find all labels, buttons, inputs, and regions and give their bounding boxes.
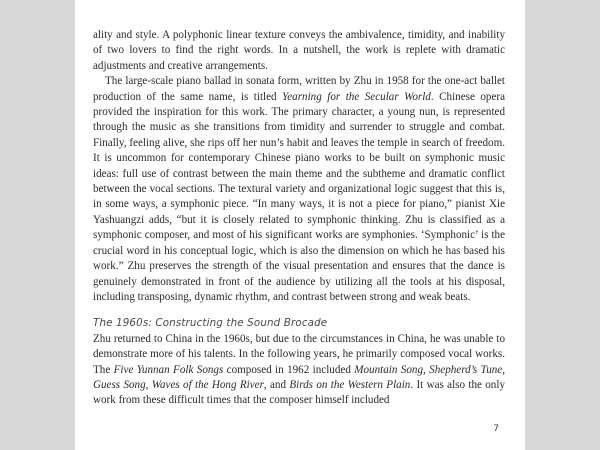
paragraph-2-text-b: . Chinese opera provided the inspiration for this work. The primary character, a young nun, is represented through the music as she transitions from timidity and surrender to struggle and combat. Finally, feeling alive, she rips off her nun’s habit and leaves the temple in search of freedom. It is uncommon for contemporary Chinese piano works to be built on symphonic music ideas: full use of contrast between the main theme and the subtheme and dramatic conflict between the vocal sections. The textural variety and organizational logic suggest that this is, in some ways, a symphonic piece. “In many ways, it is not a piece for piano,” pianist Xie Yashuangzi adds, “but it is closely related to symphonic thinking. Zhu is classified as a symphonic composer, and most of his significant works are symphonies. ‘Symphonic’ is the crucial word in his conceptual logic, which is also the dimension on which he has based his work.” Zhu preserves the strength of the visual presentation and ensures that the dance is genuinely demonstrated in front of the audience by utilizing all the tools at his disposal, including transposing, dynamic rhythm, and contrast between strong and weak beats.	[93, 90, 505, 303]
work-title-waves-hong-river: Waves of the Hong River	[151, 378, 264, 391]
work-title-yearning: Yearning for the Secular World	[282, 90, 431, 103]
paragraph-3-text-1: Zhu returned to China in the 1960s, but due to the circumstances in China, he was unable to demonstrate more of his talents. In the following years, he primarily composed vocal works. The	[93, 332, 505, 376]
page-number: 7	[493, 424, 499, 434]
work-title-birds-western-plain: Birds on the Western Plain	[289, 378, 411, 391]
paragraph-3-text-5: ,	[145, 378, 152, 391]
paragraph-2	[93, 74, 505, 305]
work-title-mountain-song: Mountain Song	[354, 363, 423, 376]
paragraph-1: ality and style. A polyphonic linear texture conveys the ambivalence, timidity, and inability of two lovers to find the right words. In a nutshell, the work is replete with dramatic adjustments and creative arrangements.	[93, 29, 505, 72]
paragraph-2-text-a: The large-scale piano ballad in sonata form, written by Zhu in 1958 for the one-act ballet production of the same name, is titled	[93, 75, 505, 103]
work-title-five-yunnan: Five Yunnan Folk Songs	[113, 363, 224, 376]
document-page	[75, 0, 525, 450]
paragraph-3	[93, 332, 505, 409]
paragraph-3-text-6: , and	[263, 378, 290, 391]
paragraph-3-text-7: . It was also the only work from these difficult times that the composer himself included	[93, 378, 505, 407]
paragraph-3-text-3: ,	[423, 363, 430, 376]
section-heading: The 1960s: Constructing the Sound Brocade	[93, 317, 328, 330]
paragraph-3-text-2: composed in 1962 included	[223, 363, 355, 376]
work-title-guess-song: Guess Song	[93, 378, 146, 391]
work-title-shepherds-tune: Shepherd’s Tune	[429, 363, 503, 376]
paragraph-3-text-4: ,	[502, 363, 505, 376]
body-text	[93, 28, 505, 409]
